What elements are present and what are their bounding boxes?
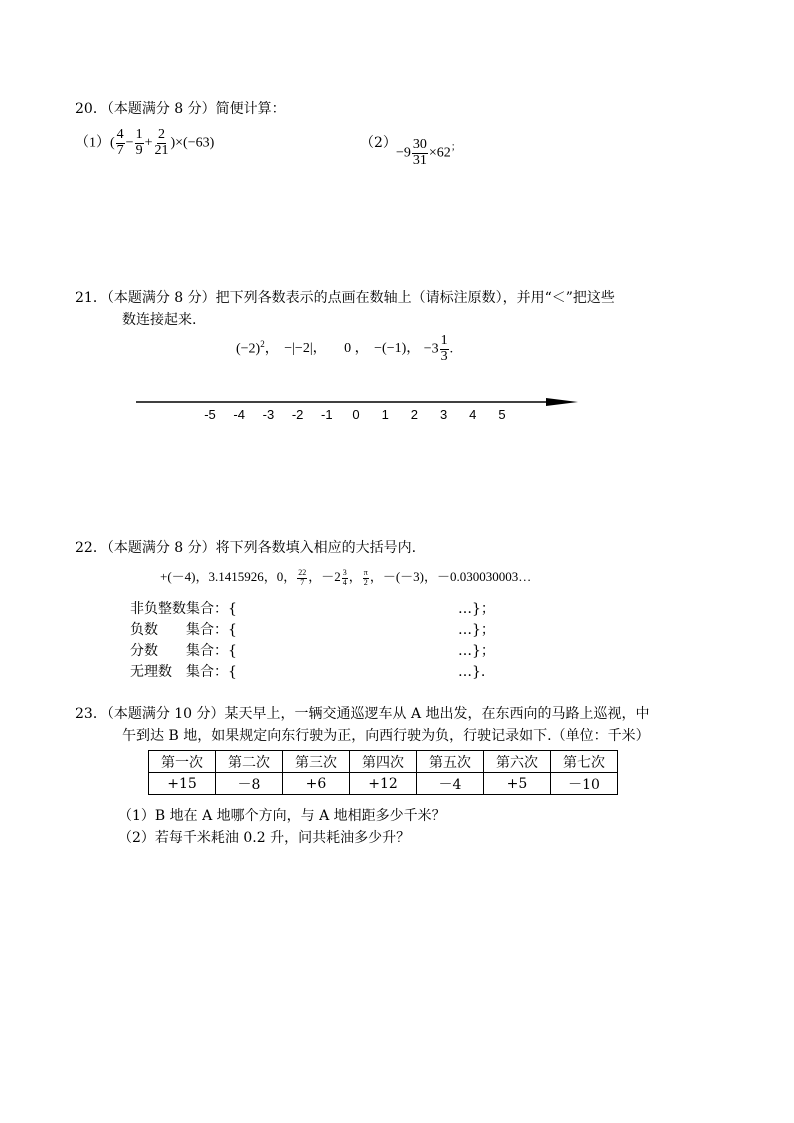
- set-end: …}；: [458, 622, 495, 638]
- q20-frac-4-7: [116, 128, 125, 158]
- table-cell: +6: [283, 773, 350, 795]
- axis-tick-label: -2: [291, 407, 304, 422]
- q20-part2: [396, 138, 461, 168]
- table-header-cell: 第六次: [484, 751, 551, 773]
- q21-num-mixed: −3: [423, 341, 439, 357]
- plus-sign: +: [144, 135, 153, 151]
- set-label: 分数 集合：{: [130, 643, 237, 659]
- q21-frac-1-3: [440, 334, 449, 364]
- q23-sub2: （2）若每千米耗油 0.2 升，问共耗油多少升？: [118, 830, 411, 846]
- frac-denominator: 7: [116, 142, 124, 158]
- frac-numerator: π: [363, 568, 368, 578]
- q22-set-fraction: [130, 640, 495, 660]
- axis-tick-label: 2: [410, 407, 419, 422]
- exponent: 2: [260, 338, 265, 349]
- table-cell: +5: [484, 773, 551, 795]
- axis-ticks: [204, 407, 505, 422]
- minus-sign: −: [125, 135, 134, 151]
- q20-heading: 20．（本题满分 8 分）简便计算：: [75, 101, 286, 117]
- axis-tick-label: -5: [204, 407, 216, 422]
- frac-denominator: 3: [440, 348, 448, 364]
- separator: ，: [264, 341, 279, 357]
- q22-heading: 22．（本题满分 8 分）将下列各数填入相应的大括号内.: [75, 540, 417, 556]
- table-header-cell: 第七次: [551, 751, 618, 773]
- q20-part2-end: ；: [450, 142, 461, 153]
- frac-denominator: 21: [154, 142, 169, 158]
- q21-num-neg-neg1: −(−1)，: [374, 341, 421, 357]
- table-cell: －4: [417, 773, 484, 795]
- table-header-cell: 第五次: [417, 751, 484, 773]
- q23-heading-line2: 午到达 B 地，如果规定向东行驶为正，向西行驶为负，行驶记录如下.（单位：千米）: [122, 728, 650, 744]
- axis-tick-label: -4: [233, 407, 245, 422]
- table-header-cell: 第四次: [350, 751, 417, 773]
- set-end: …}；: [458, 643, 495, 659]
- table-row: [149, 773, 618, 795]
- frac-denominator: 9: [135, 142, 143, 158]
- table-header-cell: 第三次: [283, 751, 350, 773]
- q20-part1-tail: )×(−63): [170, 135, 215, 151]
- axis-tick-label: -1: [321, 407, 333, 422]
- period: .: [449, 341, 454, 357]
- axis-tick-label: 5: [498, 407, 506, 422]
- q20-part2-pre: −9: [396, 145, 411, 161]
- q20-frac-2-21: [153, 128, 169, 158]
- q23-sub1: （1）B 地在 A 地哪个方向，与 A 地相距多少千米？: [118, 808, 446, 824]
- q22-frac-pi-2: [363, 569, 369, 587]
- table-cell: －10: [551, 773, 618, 795]
- q22-frac-22-7: [297, 569, 307, 587]
- table-cell: +12: [350, 773, 417, 795]
- table-cell: －8: [216, 773, 283, 795]
- frac-numerator: 30: [412, 137, 427, 152]
- q22-set-irrational: [130, 661, 485, 681]
- axis-tick-label: -3: [262, 407, 275, 422]
- frac-numerator: 1: [135, 127, 143, 142]
- set-end: …}.: [458, 664, 486, 680]
- set-label: 非负整数集合：{: [130, 601, 237, 617]
- frac-numerator: 3: [342, 568, 347, 578]
- q20-frac-30-31: [412, 138, 428, 168]
- q22-nums-d: ，－(－3)，－0.030030003…: [369, 569, 532, 584]
- table-header-cell: 第二次: [216, 751, 283, 773]
- driving-record-table: [148, 750, 618, 795]
- set-label: 无理数 集合：{: [130, 664, 237, 680]
- axis-tick-label: 0: [352, 407, 360, 422]
- axis-tick-label: 4: [469, 407, 477, 422]
- set-end: …}；: [458, 601, 495, 617]
- frac-denominator: 2: [363, 577, 368, 587]
- q22-nums-c: ，: [348, 569, 362, 584]
- frac-numerator: 4: [116, 127, 124, 142]
- q22-nums-b: ，－2: [308, 569, 341, 584]
- q21-heading: 21．（本题满分 8 分）把下列各数表示的点画在数轴上（请标注原数），并用“＜”把这些: [75, 290, 615, 306]
- set-label: 负数 集合：{: [130, 622, 237, 638]
- q21-numbers: [236, 334, 453, 364]
- q21-num-neg2-squared: (−2): [236, 341, 261, 357]
- q22-nums-a: +(－4)，3.1415926，0，: [160, 569, 297, 584]
- q22-set-negative: [130, 619, 495, 639]
- q22-frac-3-4: [342, 569, 348, 587]
- number-axis: [130, 390, 590, 426]
- q23-heading: 23．（本题满分 10 分）某天早上，一辆交通巡逻车从 A 地出发，在东西向的马路上巡视，中: [75, 706, 650, 722]
- q20-part1: [75, 128, 214, 158]
- q20-frac-1-9: [135, 128, 144, 158]
- q21-heading-line2: 数连接起来.: [122, 312, 197, 328]
- table-header-row: [149, 751, 618, 773]
- frac-numerator: 2: [157, 127, 165, 142]
- q21-num-zero: 0 ，: [344, 341, 369, 357]
- table-header-cell: 第一次: [149, 751, 216, 773]
- axis-arrow-icon: [546, 398, 578, 406]
- q20-part1-label: （1）: [75, 135, 110, 151]
- frac-numerator: 1: [440, 333, 448, 348]
- q22-numbers: [160, 566, 531, 587]
- frac-denominator: 31: [412, 152, 427, 168]
- q20-part2-tail: ×62: [428, 145, 451, 161]
- axis-tick-label: 1: [381, 407, 389, 422]
- q20-part2-label: （2）: [360, 135, 397, 151]
- q20-part1-open: (: [110, 135, 115, 151]
- frac-denominator: 7: [300, 577, 305, 587]
- q21-num-neg-abs: −|−2|，: [284, 341, 327, 357]
- frac-denominator: 4: [342, 577, 347, 587]
- q22-set-nonneg-int: [130, 598, 495, 618]
- table-cell: +15: [149, 773, 216, 795]
- frac-numerator: 22: [298, 568, 307, 578]
- axis-tick-label: 3: [439, 407, 448, 422]
